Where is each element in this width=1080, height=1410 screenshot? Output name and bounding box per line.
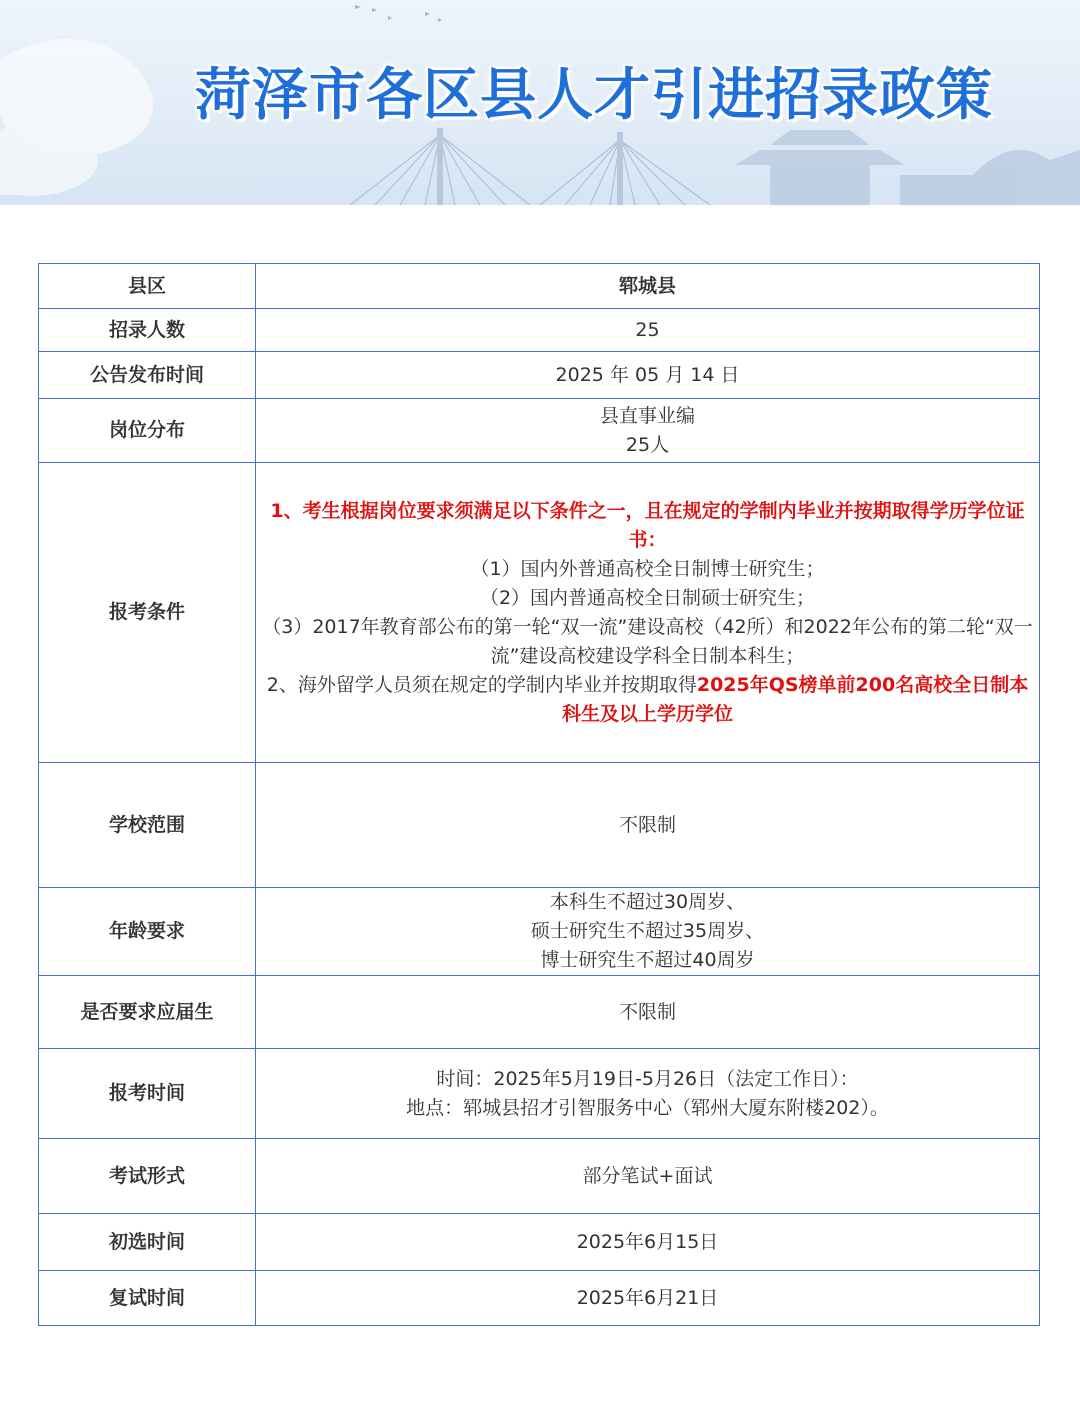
table-row	[39, 1049, 1040, 1139]
header-county-label: 县区	[39, 264, 256, 309]
table-row	[39, 399, 1040, 463]
row-label: 招录人数	[39, 309, 256, 352]
condition-item-2-highlight: 2025年QS榜单前200名高校全日制本科生及以上学历学位	[561, 673, 1029, 725]
table-row	[39, 1271, 1040, 1326]
table-row	[39, 352, 1040, 399]
row-value: 2025年6月21日	[256, 1271, 1040, 1326]
row-value: 部分笔试+面试	[256, 1139, 1040, 1214]
row-label: 考试形式	[39, 1139, 256, 1214]
condition-item-1c: （3）2017年教育部公布的第一轮“双一流”建设高校（42所）和2022年公布的第二轮“双一流”建设高校建设学科全日制本科生；	[262, 615, 1033, 667]
condition-item-1b: （2）国内普通高校全日制硕士研究生；	[479, 586, 816, 609]
row-label: 报考条件	[39, 463, 256, 763]
page-title: 菏泽市各区县人才引进招录政策	[195, 63, 993, 128]
table-row	[39, 1214, 1040, 1271]
row-value: 不限制	[256, 763, 1040, 888]
header-county-value: 郓城县	[256, 264, 1040, 309]
row-value: 不限制	[256, 976, 1040, 1049]
row-label: 公告发布时间	[39, 352, 256, 399]
table-row	[39, 888, 1040, 976]
table-header-row	[39, 264, 1040, 309]
row-value: 2025 年 05 月 14 日	[256, 352, 1040, 399]
table-row	[39, 763, 1040, 888]
row-value	[256, 1049, 1040, 1139]
value-line: 25人	[625, 433, 670, 456]
header-banner	[0, 0, 1080, 205]
conditions-cell	[256, 463, 1040, 763]
condition-item-2-prefix: 2、海外留学人员须在规定的学制内毕业并按期取得	[266, 673, 697, 696]
row-label: 岗位分布	[39, 399, 256, 463]
value-line: 本科生不超过30周岁、	[549, 891, 746, 913]
policy-table	[38, 263, 1040, 1326]
table-row	[39, 463, 1040, 763]
condition-item-2	[260, 671, 1035, 729]
value-line: 硕士研究生不超过35周岁、	[530, 920, 765, 942]
row-label: 学校范围	[39, 763, 256, 888]
value-line: 博士研究生不超过40周岁	[540, 949, 755, 971]
table-row	[39, 309, 1040, 352]
row-value: 2025年6月15日	[256, 1214, 1040, 1271]
row-label: 初选时间	[39, 1214, 256, 1271]
condition-item-1-heading: 1、考生根据岗位要求须满足以下条件之一，且在规定的学制内毕业并按期取得学历学位证书：	[270, 499, 1025, 551]
row-value	[256, 888, 1040, 976]
condition-item-1a: （1）国内外普通高校全日制博士研究生；	[470, 557, 825, 580]
row-label: 年龄要求	[39, 888, 256, 976]
table-row	[39, 1139, 1040, 1214]
value-line: 县直事业编	[599, 404, 695, 427]
row-value: 25	[256, 309, 1040, 352]
row-label: 复试时间	[39, 1271, 256, 1326]
row-label: 是否要求应届生	[39, 976, 256, 1049]
value-line: 地点：郓城县招才引智服务中心（郓州大厦东附楼202）。	[406, 1096, 889, 1119]
table-row	[39, 976, 1040, 1049]
value-line: 时间：2025年5月19日-5月26日（法定工作日）：	[436, 1067, 859, 1090]
row-label: 报考时间	[39, 1049, 256, 1139]
row-value	[256, 399, 1040, 463]
